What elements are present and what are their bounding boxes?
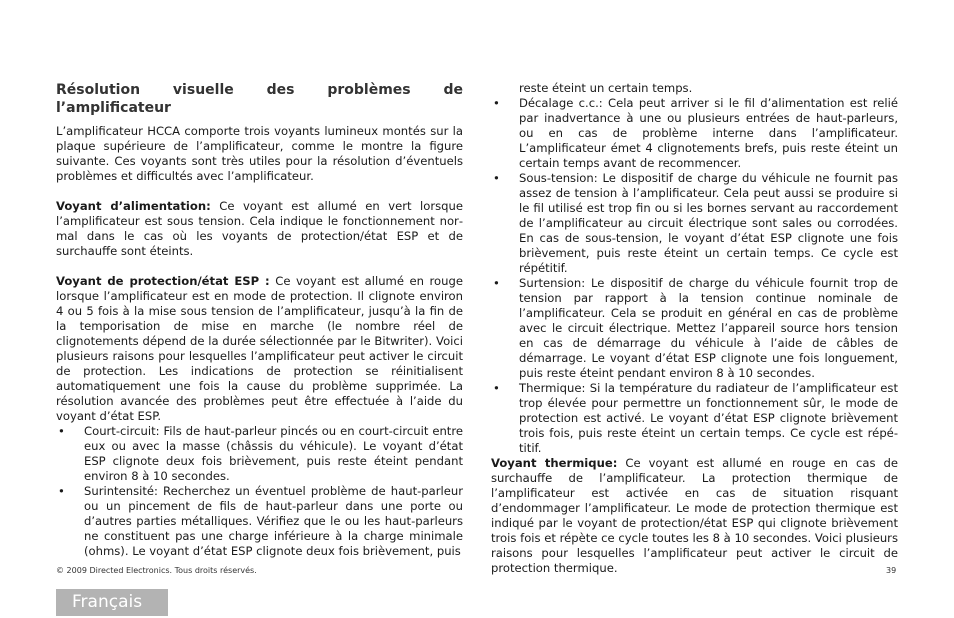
footer-copyright: © 2009 Directed Electronics. Tous droits réservés. [56,566,257,575]
bullet-text: Surintensité: Recherchez un éventuel problème de haut-parleur ou un pincement de fils de haut-parleur dans une porte ou d’autres parties métalliques. Vérifiez que le ou les haut-parleurs ne constituent pas une charge inférieure à la charge minimale (ohms). Le voyant d’état ESP clignote deux fois brièvement, puis [84,484,463,558]
thermal-led-label: Voyant thermique: [491,456,618,470]
bullet-icon: • [493,276,500,290]
page-number: 39 [886,566,897,575]
continuation-text: reste éteint un certain temps. [519,81,693,95]
bullet-icon: • [493,96,500,110]
bullet-text: Court-circuit: Fils de haut-parleur pincés ou en court-circuit entre eux ou avec la masse (châssis du véhicule). Le voyant d’état ESP clignote deux fois brièvement, puis reste éteint pendant environ 8 à 10 secondes. [84,424,463,483]
section-heading-line2: l’amplificateur [56,100,171,116]
list-item [491,171,898,276]
bullet-text: Sous-tension: Le dispositif de charge du véhicule ne fournit pas assez de tension à l’amplificateur. Cela peut aussi se produire si le fil utilisé est trop fin ou si les bornes servant au raccordement de l’amplificateur au circuit électrique sont sales ou corrodées. En cas de sous-tension, le voyant d’état ESP clignote une fois brièvement, puis reste éteint un certain temps. Ce cycle est répétitif. [519,171,898,275]
bullet-text: Surtension: Le dispositif de charge du véhicule fournit trop de tension par rapport à la tension continue nominale de l’amplificateur. Cela se produit en général en cas de problème avec le circuit électrique. Mettez l’appareil source hors tension en cas de démarrage du véhicule à l’aide de câbles de démarrage. Le voyant d’état ESP clignote une fois longuement, puis reste éteint pendant environ 8 à 10 secondes. [519,276,898,380]
list-item [491,381,898,456]
protection-led-text: Ce voyant est allumé en rouge lorsque l’amplificateur est en mode de protection. Il clignote environ 4 ou 5 fois à la mise sous tension de l’amplificateur, jusqu’à la fin de la temporisation de mise en marche (le nombre réel de clignotements dépend de la durée sélectionnée par le Bitwriter). Voici plusieurs raisons pour lesquelles l’amplificateur peut activer le circuit de protection. Les indications de protection se réinitialisent automatiquement une fois la cause du problème supprimée. La résolution avancée des problèmes peut être effectuée à l’aide du voyant d’état ESP. [56,274,463,423]
intro-paragraph: L’amplificateur HCCA comporte trois voyants lumineux montés sur la plaque supérieure de l’amplificateur, comme le montre la figure suivante. Ces voyants sont très utiles pour la résolution d’éventuels problèmes et difficultés avec l’amplificateur. [56,124,463,183]
bullet-icon: • [493,381,500,395]
list-item [56,424,463,484]
protection-led-label: Voyant de protection/état ESP : [56,274,270,288]
power-led-text: Ce voyant est allumé en vert lorsque l’amplificateur est sous tension. Cela indique le fonctionnement normal dans le cas où les voyants de protection/état ESP et de surchauffe sont éteints. [56,199,463,258]
bullet-icon: • [58,484,65,498]
right-bullet-list [491,96,898,456]
section-heading: Résolution visuelle des problèmes de [56,82,463,98]
bullet-text: Décalage c.c.: Cela peut arriver si le fil d’alimentation est relié par inadvertance à une ou plusieurs entrées de haut-parleurs, ou en cas de problème interne dans l’amplificateur. L’amplificateur émet 4 clignotements brefs, puis reste éteint un certain temps avant de recommencer. [519,96,898,170]
power-led-label: Voyant d’alimentation: [56,199,211,213]
thermal-led-paragraph [491,456,898,576]
list-item [491,276,898,381]
protection-led-paragraph [56,274,463,424]
list-item [56,484,463,559]
thermal-led-text: Ce voyant est allumé en rouge en cas de surchauffe de l’amplificateur. La protection thermique de l’amplificateur est activée en cas de situation risquant d’endommager l’amplificateur. Le mode de protection thermique est indiqué par le voyant de protection/état ESP qui clignote brièvement trois fois et répète ce cycle toutes les 8 à 10 secondes. Voici plusieurs raisons pour lesquelles l’amplificateur peut activer le circuit de protection thermique. [491,456,898,575]
bullet-icon: • [493,171,500,185]
bullet-text: Thermique: Si la température du radiateur de l’amplificateur est trop élevée pour permettre un fonctionnement sûr, le mode de protection est activé. Le voyant d’état ESP clignote brièvement trois fois, puis reste éteint un certain temps. Ce cycle est répétitif. [519,381,898,455]
bullet-icon: • [58,424,65,438]
language-tab: Français [56,589,168,616]
list-item [491,96,898,171]
power-led-paragraph [56,199,463,259]
left-bullet-list [56,424,463,559]
